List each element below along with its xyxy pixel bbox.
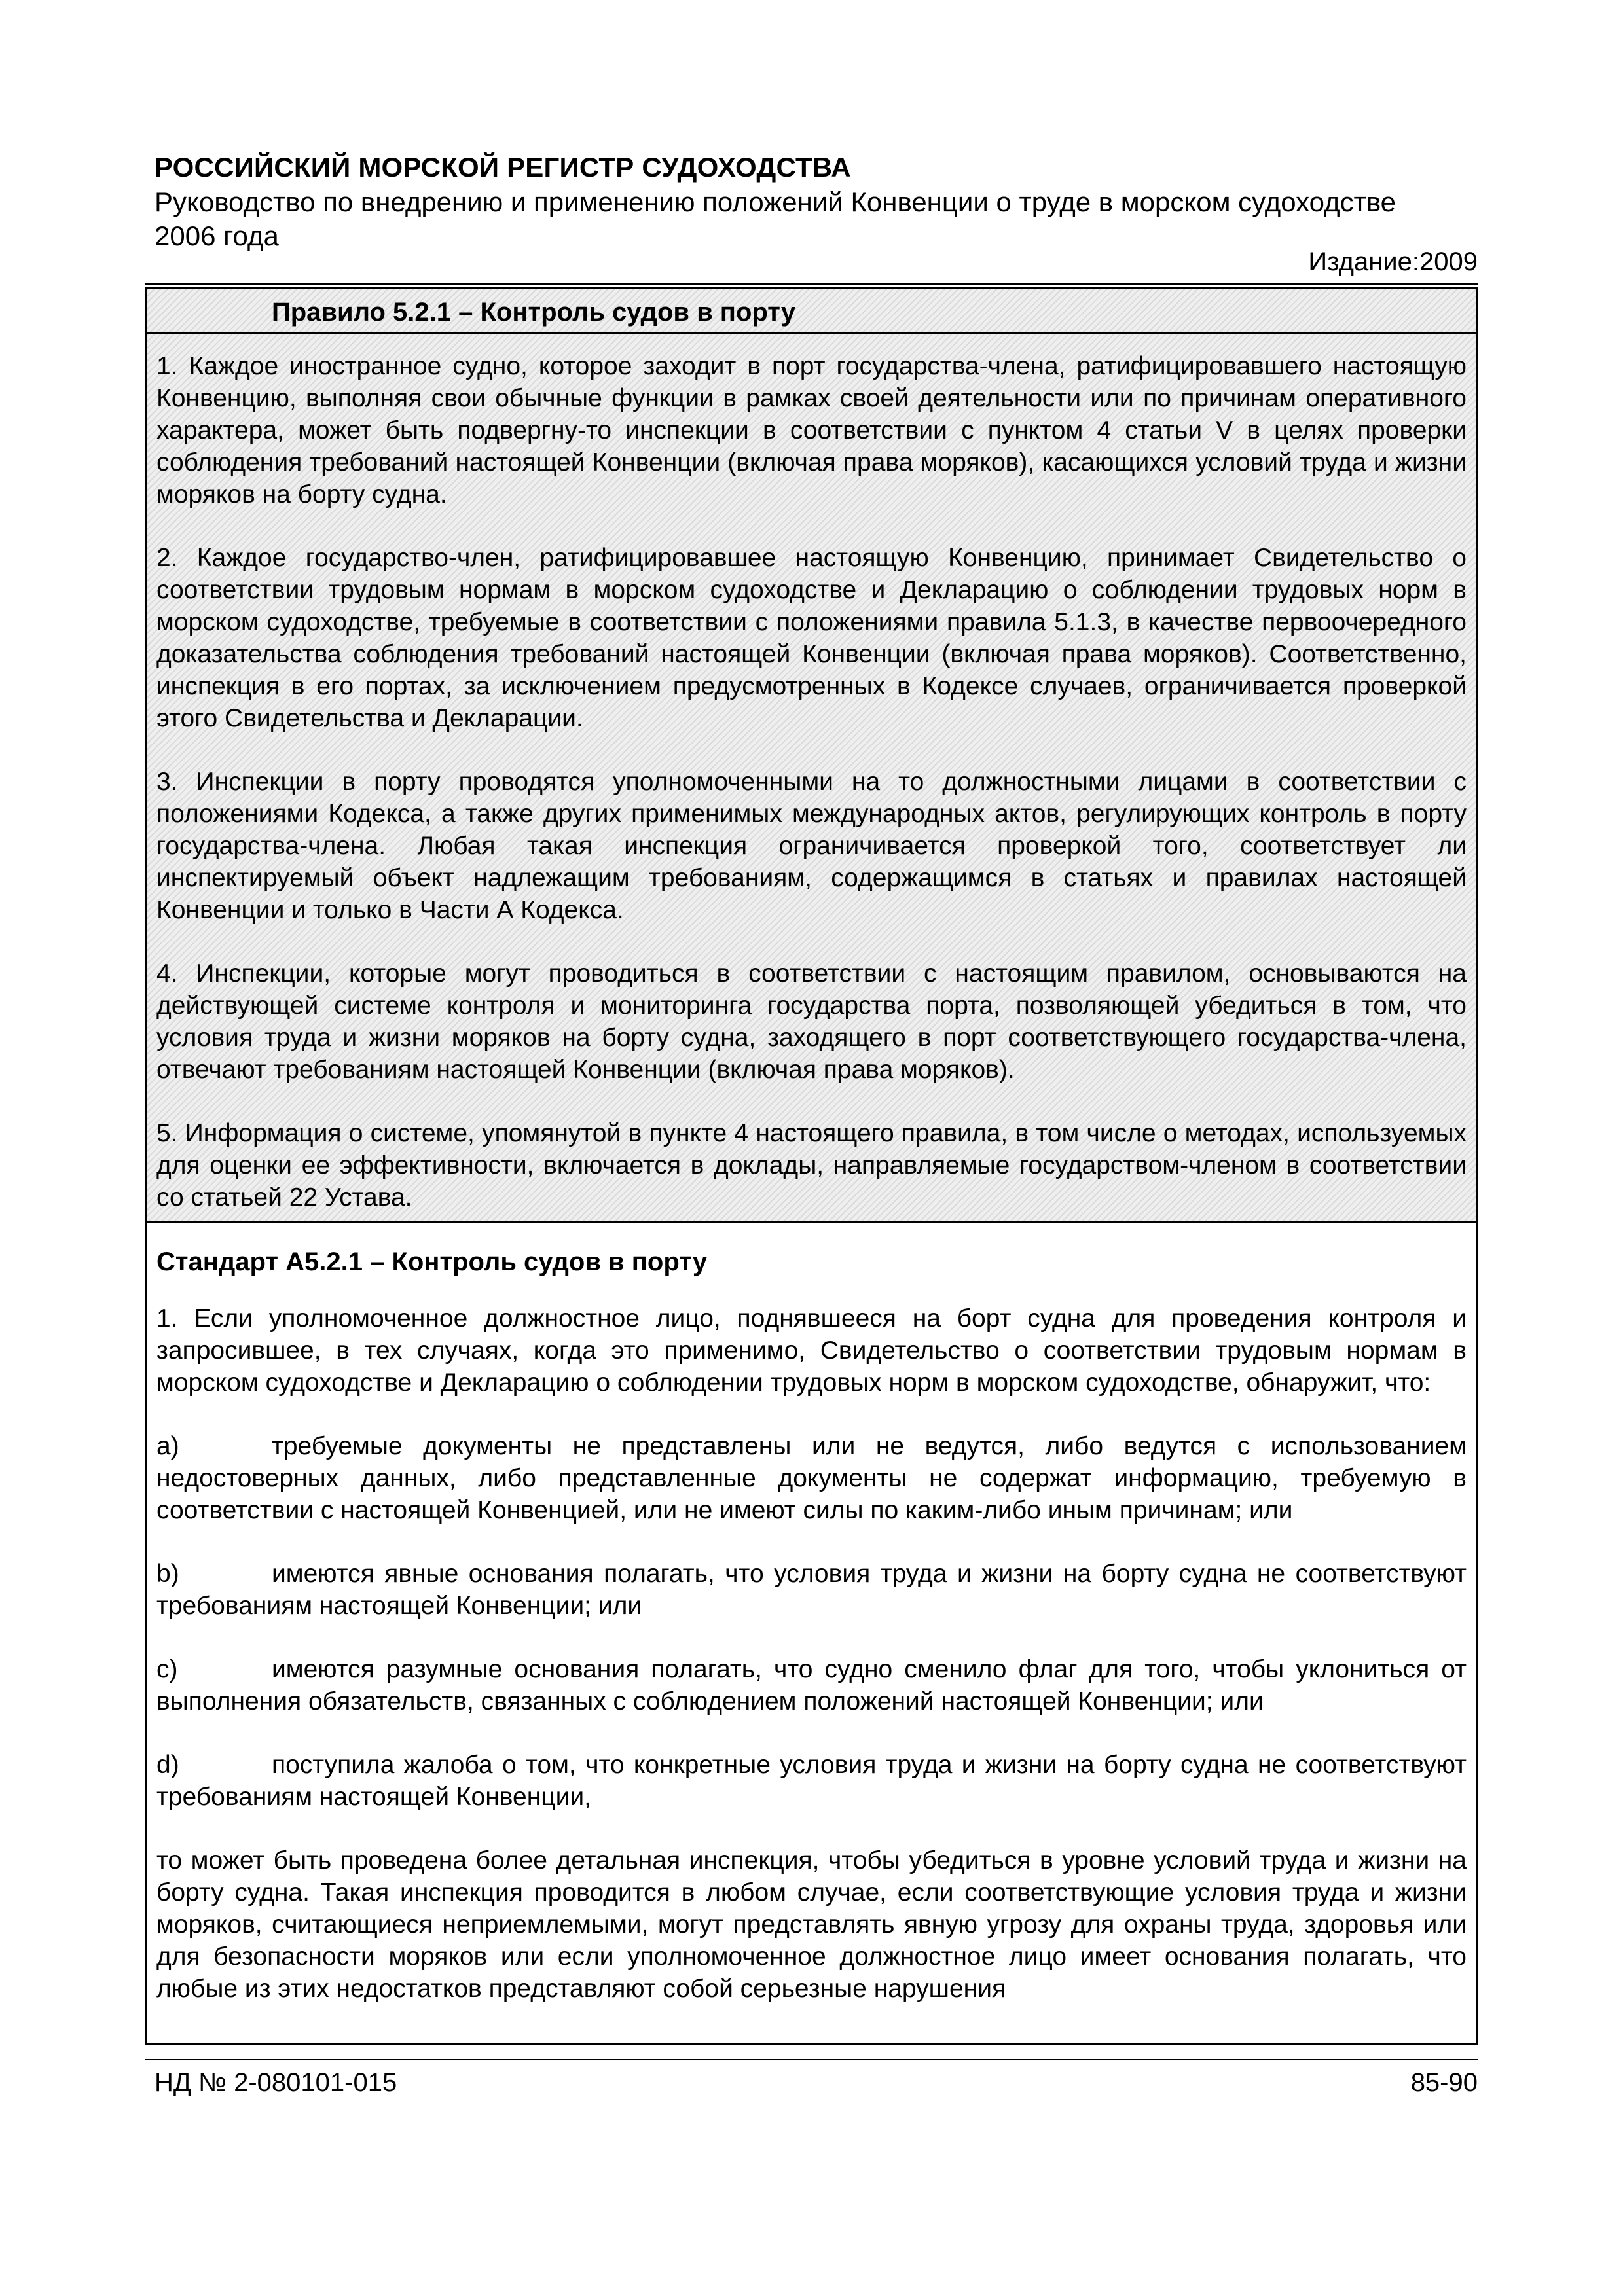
rule-title: Правило 5.2.1 – Контроль судов в порту — [272, 298, 796, 327]
rule-title-row — [147, 289, 1476, 334]
rule-body — [156, 350, 1467, 1245]
item-text: имеются разумные основания полагать, что судно сменило флаг для того, чтобы уклониться от выполнения обязательств, связанных с соблюдением положений настоящей Конвенции; или — [156, 1655, 1467, 1715]
standard-intro: 1. Если уполномоченное должностное лицо, поднявшееся на борт судна для проведения контроля и запросившее, в тех случаях, когда это применимо, Свидетельство о соответствии трудовым нормам в морском судоходстве и Декларацию о соблюдении трудовых норм в морском судоходстве, обнаружит, что: — [156, 1304, 1467, 1397]
item-letter: d) — [156, 1751, 179, 1779]
rule-section — [145, 287, 1478, 1223]
item-text: поступила жалоба о том, что конкретные условия труда и жизни на борту судна не соответствуют требованиям настоящей Конвенции, — [156, 1751, 1467, 1811]
footer-divider — [145, 2059, 1478, 2060]
standard-title: Стандарт А5.2.1 – Контроль судов в порту — [156, 1247, 708, 1276]
standard-item-c — [156, 1653, 1467, 1717]
item-text: требуемые документы не представлены или не ведутся, либо ведутся с использованием недостоверных данных, либо представленные документы не содержат информацию, требуемую в соответствии с настоящей Конвенцией, или не имеют силы по каким-либо иным причинам; или — [156, 1432, 1467, 1524]
rule-paragraph-3: 3. Инспекции в порту проводятся уполномоченными на то должностными лицами в соответствии с положениями Кодекса, а также других применимых международных актов, регулирующих контроль в порту государства-члена. Любая такая инспекция ограничивается проверкой того, соответствует ли инспектируемый объект надлежащим требованиям, содержащимся в статьях и правилах настоящей Конвенции и только в Части А Кодекса. — [156, 768, 1467, 924]
rule-paragraph-4: 4. Инспекции, которые могут проводиться в соответствии с настоящим правилом, основываются на действующей системе контроля и мониторинга государства порта, позволяющей убедиться в том, что условия труда и жизни моряков на борту судна, заходящего в порт соответствующего государства-члена, отвечают требованиям настоящей Конвенции (включая права моряков). — [156, 960, 1467, 1084]
standard-body — [156, 1302, 1467, 2036]
standard-closing: то может быть проведена более детальная инспекция, чтобы убедиться в уровне условий труда и жизни на борту судна. Такая инспекция проводится в любом случае, если соответствующие условия труда и жизни моряков, считающиеся неприемлемыми, могут представлять явную угрозу для охраны труда, здоровья или для безопасности моряков или если уполномоченное должностное лицо имеет основания полагать, что любые из этих недостатков представляют собой серьезные нарушения — [156, 1846, 1467, 2003]
item-letter: c) — [156, 1655, 178, 1683]
header-divider — [145, 283, 1478, 285]
item-letter: b) — [156, 1560, 179, 1588]
document-title: Руководство по внедрению и применению положений Конвенции о труде в морском судоходстве 2006 года — [155, 187, 1396, 251]
item-letter: a) — [156, 1432, 179, 1460]
document-number: НД № 2-080101-015 — [155, 2068, 397, 2097]
rule-paragraph-5: 5. Информация о системе, упомянутой в пункте 4 настоящего правила, в том числе о методах, используемых для оценки ее эффективности, включается в доклады, направляемые государством-членом в соответствии со статьей 22 Устава. — [156, 1119, 1467, 1211]
standard-item-b — [156, 1558, 1467, 1622]
item-text: имеются явные основания полагать, что условия труда и жизни на борту судна не соответствуют требованиям настоящей Конвенции; или — [156, 1560, 1467, 1620]
rule-paragraph-2: 2. Каждое государство-член, ратифицировавшее настоящую Конвенцию, принимает Свидетельство о соответствии трудовым нормам в морском судоходстве и Декларацию о соблюдении трудовых норм в морском судоходстве, требуемые в соответствии с положениями правила 5.1.3, в качестве первоочередного доказательства соблюдения требований настоящей Конвенции (включая права моряков). Соответственно, инспекция в его портах, за исключением предусмотренных в Кодексе случаев, ограничивается проверкой этого Свидетельства и Декларации. — [156, 544, 1467, 732]
rule-paragraph-1: 1. Каждое иностранное судно, которое заходит в порт государства-члена, ратифицировавшего настоящую Конвенцию, выполняя свои обычные функции в рамках своей деятельности или по причинам оперативного характера, может быть подвергну-то инспекции в соответствии с пунктом 4 статьи V в целях проверки соблюдения требований настоящей Конвенции (включая права моряков), касающихся условий труда и жизни моряков на борту судна. — [156, 352, 1467, 509]
standard-item-d — [156, 1749, 1467, 1813]
standard-section — [145, 1223, 1478, 2045]
standard-item-a — [156, 1430, 1467, 1526]
edition-label: Издание:2009 — [1308, 247, 1478, 276]
organization-name: РОССИЙСКИЙ МОРСКОЙ РЕГИСТР СУДОХОДСТВА — [155, 152, 851, 183]
page-number: 85-90 — [1410, 2068, 1478, 2097]
